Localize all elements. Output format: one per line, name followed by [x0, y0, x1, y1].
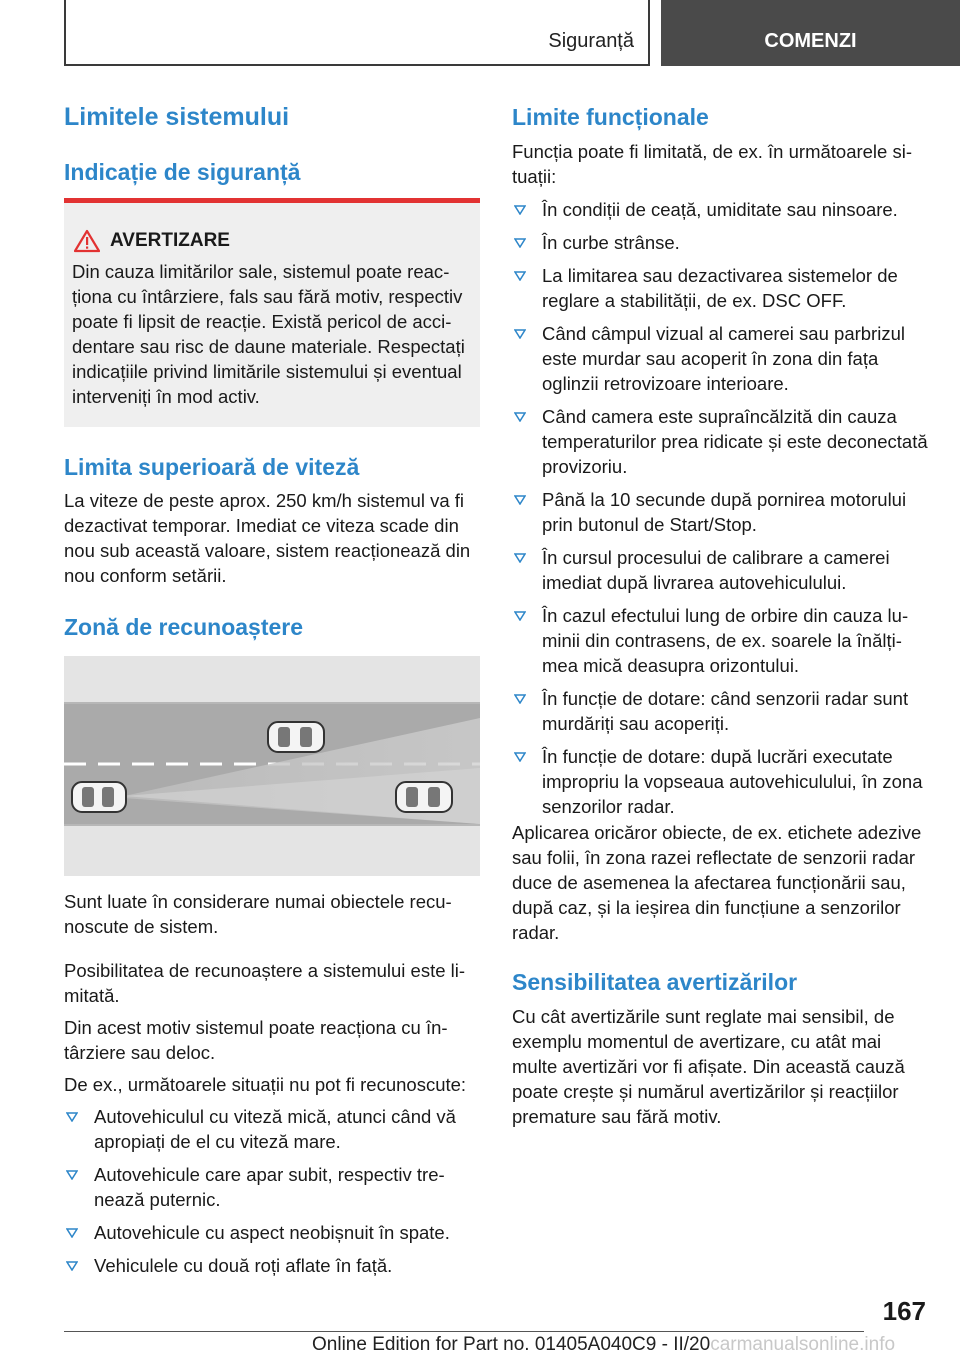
list-item: Autovehicule care apar subit, respectiv trenează puternic. [64, 1162, 480, 1212]
header-chapter-tab[interactable]: COMENZI [661, 0, 960, 66]
car-own-icon [72, 782, 126, 812]
detection-zone-illustration [64, 656, 480, 876]
heading-functional-limits: Limite funcționale [512, 104, 709, 130]
left-bullet-list [64, 1104, 480, 1286]
bullet-triangle-icon [514, 238, 526, 248]
header-rule-right [648, 0, 650, 66]
warning-title: AVERTIZARE [110, 230, 230, 251]
car-ahead-same-lane-icon [396, 782, 452, 812]
paragraph-examples: De ex., următoarele situații nu pot fi recunoscute: [64, 1074, 467, 1095]
bullet-triangle-icon [514, 611, 526, 621]
list-item: Autovehicule cu aspect neobișnuit în spate. [64, 1220, 480, 1245]
page-number: 167 [882, 1296, 926, 1326]
bullet-triangle-icon [514, 694, 526, 704]
bullet-triangle-icon [66, 1261, 78, 1271]
paragraph-recognized-objects: Sunt luate în considerare numai obiectele recunoscute de sistem. [64, 891, 452, 937]
list-item: La limitarea sau dezactivarea sistemelor de reglare a stabilității, de ex. DSC OFF. [512, 263, 930, 313]
list-item: Când camera este supraîncălzită din cauza temperaturilor prea ridicate și este deconectată provizoriu. [512, 404, 930, 479]
bullet-triangle-icon [66, 1228, 78, 1238]
bullet-triangle-icon [514, 271, 526, 281]
page-title: Limitele sistemului [64, 103, 290, 131]
list-item: Autovehiculul cu viteză mică, atunci când vă apropiați de el cu viteză mare. [64, 1104, 480, 1154]
functional-limits-intro: Funcția poate fi limitată, de ex. în următoarele situații: [512, 141, 913, 187]
footer-rule [64, 1331, 864, 1332]
paragraph-warning-sensitivity: Cu cât avertizările sunt reglate mai sensibil, de exemplu momentul de avertizare, cu atât mai multe avertizări vor fi afișate. Din această cauză poate crește și numărul avertizărilor și reacțiilor premature sau fără motiv. [512, 1006, 905, 1127]
bullet-triangle-icon [514, 329, 526, 339]
heading-warning-sensitivity: Sensibilitatea avertizărilor [512, 969, 798, 995]
bullet-triangle-icon [514, 205, 526, 215]
bullet-triangle-icon [66, 1170, 78, 1180]
footer-edition: Online Edition for Part no. 01405A040C9 - II/20carmanualsonline.info [312, 1334, 896, 1355]
list-item: Când câmpul vizual al camerei sau parbrizul este murdar sau acoperit în zona din fața oglinzii retrovizoare interioare. [512, 321, 930, 396]
list-item: În cursul procesului de calibrare a camerei imediat după livrarea autovehiculului. [512, 545, 930, 595]
warning-triangle-icon [74, 229, 100, 253]
car-ahead-left-lane-icon [268, 722, 324, 752]
bullet-triangle-icon [514, 412, 526, 422]
list-item: Vehiculele cu două roți aflate în față. [64, 1253, 480, 1278]
list-item: În cazul efectului lung de orbire din cauza luminii din contrasens, de ex. soarele la înălțimea mică deasupra orizontului. [512, 603, 930, 678]
header-section-title: Siguranță [548, 30, 634, 52]
warning-box [64, 198, 480, 427]
header-rule-left [64, 0, 66, 66]
speed-limit-text: La viteze de peste aprox. 250 km/h sistemul va fi dezactivat temporar. Imediat ce viteza scade din nou sub această valoare, sistem reacționează din nou conform setării. [64, 490, 471, 586]
bullet-triangle-icon [514, 752, 526, 762]
footer-watermark: carmanualsonline.info [710, 1334, 896, 1355]
paragraph-limited-recognition: Posibilitatea de recunoaștere a sistemului este limitată. [64, 960, 466, 1006]
list-item: Până la 10 secunde după pornirea motorului prin butonul de Start/Stop. [512, 487, 930, 537]
bullet-triangle-icon [66, 1112, 78, 1122]
paragraph-adhesive-objects: Aplicarea oricăror obiecte, de ex. etichete adezive sau folii, în zona razei reflectate de senzorii radar duce de asemenea la afectarea funcționării sau, după caz, și la ieșirea din funcțiune a senzorilor radar. [512, 822, 922, 943]
bullet-triangle-icon [514, 495, 526, 505]
right-bullet-list [512, 197, 930, 827]
list-item: În funcție de dotare: după lucrări executate impropriu la vopseaua autovehiculului, în zona senzorilor radar. [512, 744, 930, 819]
list-item: În funcție de dotare: când senzorii radar sunt murdăriți sau acoperiți. [512, 686, 930, 736]
heading-safety: Indicație de siguranță [64, 159, 301, 185]
list-item: În condiții de ceață, umiditate sau ninsoare. [512, 197, 930, 222]
paragraph-late-reaction: Din acest motiv sistemul poate reacționa cu întârziere sau deloc. [64, 1017, 448, 1063]
heading-detection-zone: Zonă de recunoaștere [64, 614, 304, 640]
bullet-triangle-icon [514, 553, 526, 563]
warning-text: Din cauza limitărilor sale, sistemul poate reacționa cu întârziere, fals sau fără motiv, respectiv poate fi lipsit de reacție. Există pericol de accidentare sau risc de daune materiale. Respectați indicațiile privind limitările sistemului și eventual interveniți în mod activ. [72, 261, 465, 407]
list-item: În curbe strânse. [512, 230, 930, 255]
header-rule [64, 64, 650, 66]
heading-speed-limit: Limita superioară de viteză [64, 454, 360, 480]
